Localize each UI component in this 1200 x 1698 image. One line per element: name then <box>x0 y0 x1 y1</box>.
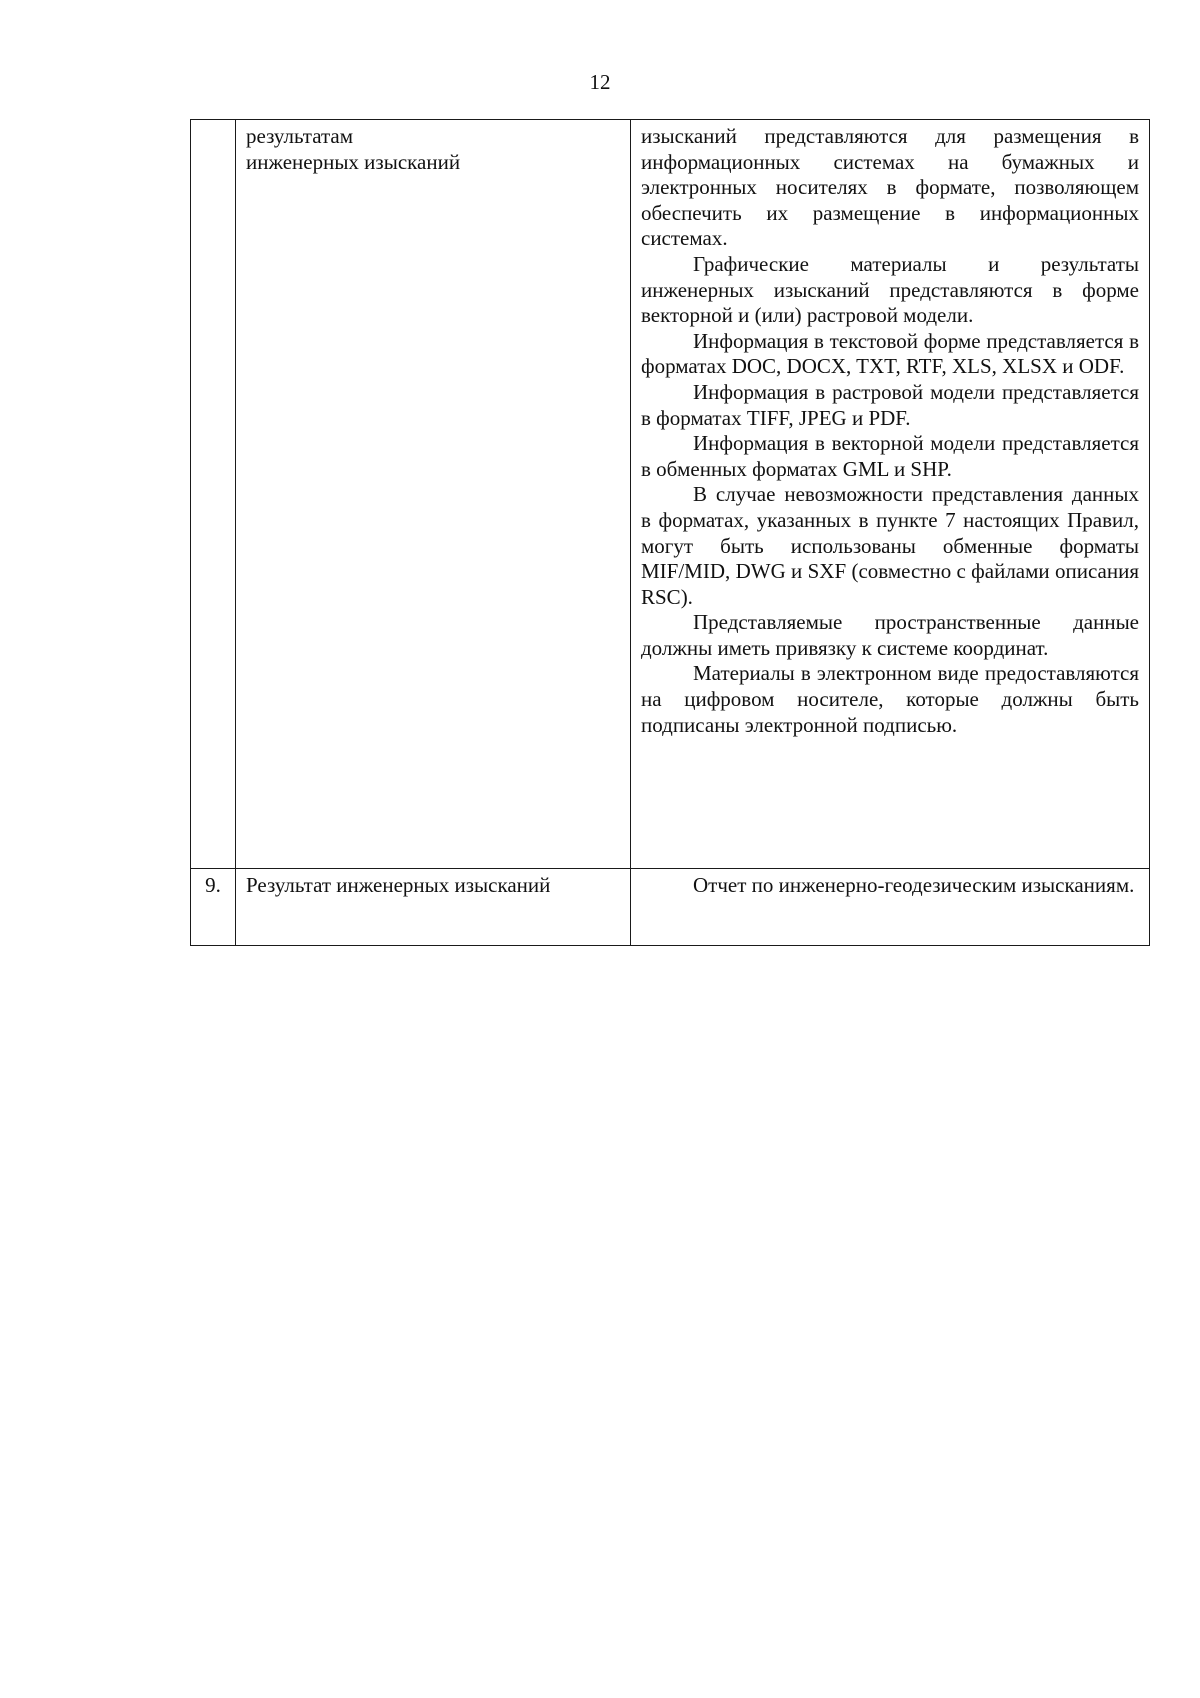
row-name-line: результатам <box>246 124 354 148</box>
paragraph: Информация в текстовой форме представляется в форматах DOC, DOCX, TXT, RTF, XLS, XLSX и ODF. <box>641 328 1139 379</box>
table-row <box>191 869 1150 946</box>
requirements-table <box>190 119 1150 946</box>
page-number: 12 <box>589 70 611 94</box>
row-value-cell <box>631 120 1150 869</box>
table-row <box>191 120 1150 869</box>
row-number-cell: 9. <box>191 869 236 946</box>
paragraph: изысканий представляются для размещения в информационных системах на бумажных и электронных носителях в формате, позволяющем обеспечить их размещение в информационных системах. <box>641 124 1139 251</box>
paragraph: Отчет по инженерно-геодезическим изысканиям. <box>693 873 1135 897</box>
paragraph: Информация в растровой модели представляется в форматах TIFF, JPEG и PDF. <box>641 379 1139 430</box>
paragraph: Информация в векторной модели представляется в обменных форматах GML и SHP. <box>641 431 1139 481</box>
paragraph: В случае невозможности представления данных в форматах, указанных в пункте 7 настоящих Правил, могут быть использованы обменные форматы MIF/MID, DWG и SXF (совместно с файлами описания RSC). <box>641 482 1139 609</box>
row-name-line: Результат инженерных изысканий <box>246 873 551 897</box>
row-value-cell <box>631 869 1150 946</box>
paragraph: Графические материалы и результаты инженерных изысканий представляются в форме векторной и (или) растровой модели. <box>641 251 1139 328</box>
paragraph: Материалы в электронном виде предоставляются на цифровом носителе, которые должны быть подписаны электронной подписью. <box>641 661 1139 737</box>
row-name-cell <box>236 869 631 946</box>
row-name-line: инженерных изысканий <box>246 149 461 174</box>
paragraph: Представляемые пространственные данные должны иметь привязку к системе координат. <box>641 610 1139 660</box>
row-name-cell <box>236 120 631 869</box>
row-number-cell <box>191 120 236 869</box>
